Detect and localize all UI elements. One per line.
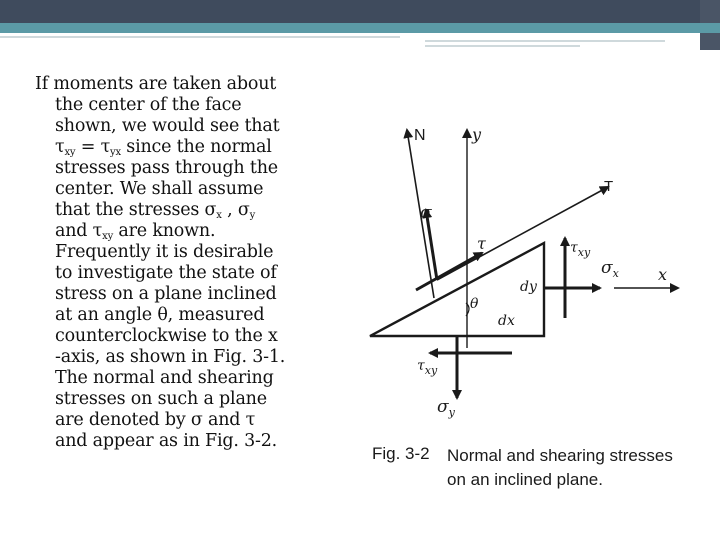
paragraph-line: are denoted by σ and τ — [55, 410, 256, 430]
caption-line: Normal and shearing stresses — [447, 446, 673, 465]
label-N: N — [414, 127, 426, 144]
paragraph-line: center. We shall assume — [55, 179, 264, 199]
label-sigma: σ — [420, 203, 432, 223]
label-dx: dx — [498, 313, 515, 329]
paragraph-line: that the stresses $\sigma_x$ , $\sigma_y$ — [55, 200, 256, 221]
paragraph-line: the center of the face — [55, 95, 242, 115]
label-T: T — [604, 178, 614, 195]
header-bar — [0, 0, 720, 23]
paragraph-line: -axis, as shown in Fig. 3-1. — [55, 347, 286, 367]
paragraph-line: shown, we would see that — [55, 116, 280, 136]
figure-caption-number: Fig. 3-2 — [372, 444, 430, 463]
figure-caption — [447, 444, 697, 492]
paragraph-line: and $\tau_{xy}$ are known. — [55, 221, 216, 242]
label-tau: τ — [477, 234, 486, 253]
label-tau-xy-bottom: $\tau_{xy}$ — [417, 358, 438, 377]
paragraph-line: counterclockwise to the x — [55, 326, 278, 346]
tangent-axis-line — [437, 187, 608, 280]
paragraph-line: stresses pass through the — [55, 158, 278, 178]
divider-rule — [0, 36, 400, 38]
divider-rule — [425, 45, 580, 47]
label-dy: dy — [520, 279, 537, 295]
label-tau-xy-right: $\tau_{xy}$ — [570, 240, 591, 259]
divider-rule — [425, 40, 665, 42]
paragraph-line: to investigate the state of — [55, 263, 277, 283]
label-y: y — [472, 125, 482, 144]
label-x: x — [658, 265, 668, 284]
paragraph-line: and appear as in Fig. 3-2. — [55, 431, 278, 451]
label-sigma-x: $\sigma_x$ — [601, 258, 619, 280]
paragraph-line: $\tau_{xy} = \tau_{yx}$ since the normal — [55, 137, 272, 158]
label-sigma-y: $\sigma_y$ — [437, 397, 455, 419]
paragraph-line: Frequently it is desirable — [55, 242, 274, 262]
paragraph-line: stresses on such a plane — [55, 389, 267, 409]
paragraph-line: If moments are taken about — [35, 74, 277, 94]
paragraph-line: at an angle θ, measured — [55, 305, 265, 325]
tau-arrow — [416, 253, 482, 290]
stress-diagram — [362, 120, 692, 445]
stress-figure — [362, 120, 692, 495]
caption-line: on an inclined plane. — [447, 470, 603, 489]
paragraph-line: stress on a plane inclined — [55, 284, 277, 304]
accent-band — [0, 23, 720, 33]
paragraph-line: The normal and shearing — [55, 368, 274, 388]
label-theta: θ — [470, 296, 479, 312]
triangle-element — [370, 243, 544, 336]
slide-paragraph — [35, 74, 335, 452]
